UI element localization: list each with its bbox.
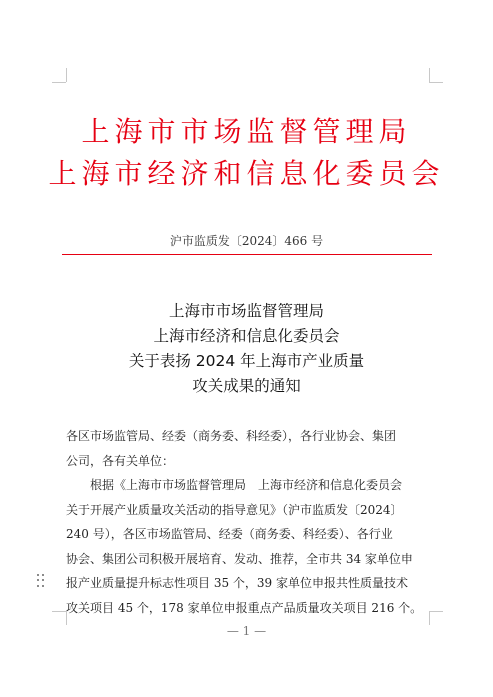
drag-handle-icon[interactable]	[37, 574, 45, 588]
crop-mark-top-right-h	[429, 82, 443, 83]
crop-mark-top-left-h	[52, 82, 66, 83]
body-line: 各区市场监管局、经委（商务委、科经委），各行业协会、集团	[66, 429, 397, 443]
body-text	[66, 424, 436, 620]
body-line: 根据《上海市市场监督管理局 上海市经济和信息化委员会	[90, 478, 403, 492]
title-line-3: 关于表扬 2024 年上海市产业质量	[128, 352, 365, 370]
crop-mark-top-left-v	[66, 68, 67, 82]
document-number: 沪市监质发〔2024〕466 号	[169, 234, 324, 248]
body-line: 公司，各有关单位：	[66, 453, 175, 468]
title-line-1: 上海市市场监督管理局	[168, 302, 324, 320]
body-line: 240 号），各区市场监管局、经委（商务委、科经委）、各行业	[66, 527, 393, 541]
title-line-2: 上海市经济和信息化委员会	[153, 327, 340, 345]
letterhead-issuer-2: 上海市经济和信息化委员会	[48, 157, 445, 190]
title-line-4: 攻关成果的通知	[192, 377, 301, 395]
crop-mark-bottom-left-h	[52, 611, 66, 612]
red-divider	[62, 254, 432, 255]
page-number: — 1 —	[226, 624, 267, 638]
letterhead-issuer-1: 上海市市场监督管理局	[81, 115, 412, 148]
body-line: 关于开展产业质量攻关活动的指导意见》（沪市监质发〔2024〕	[66, 502, 403, 517]
crop-mark-top-right-v	[429, 68, 430, 82]
body-line: 攻关项目 45 个，178 家单位申报重点产品质量攻关项目 216 个。	[66, 600, 423, 615]
body-line: 协会、集团公司积极开展培育、发动、推荐，全市共 34 家单位申	[66, 551, 413, 566]
body-line: 报产业质量提升标志性项目 35 个，39 家单位申报共性质量技术	[66, 576, 408, 590]
